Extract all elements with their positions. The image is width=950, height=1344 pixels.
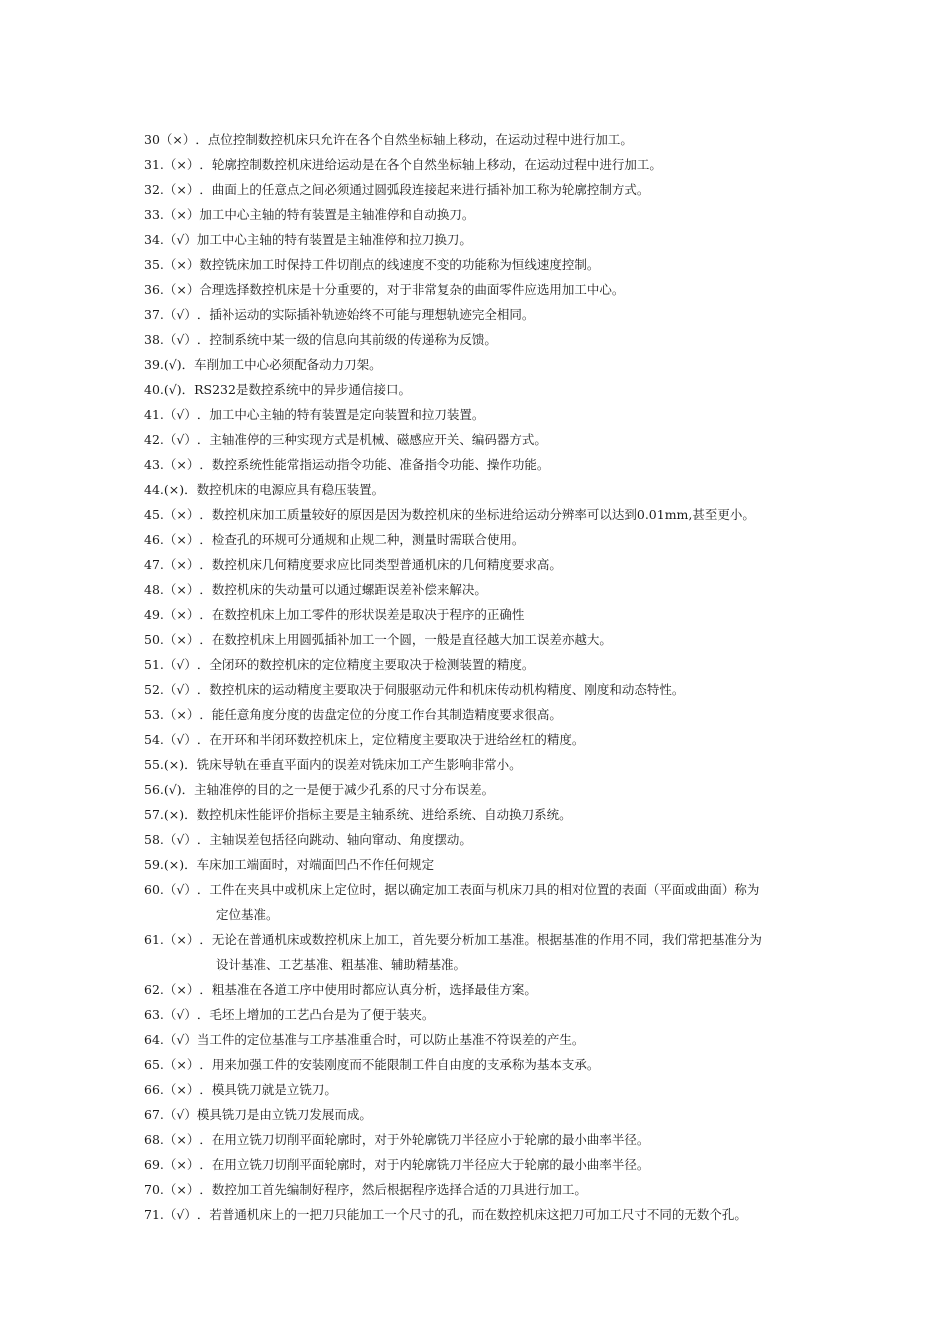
item-text: ．在用立铣刀切削平面轮廓时，对于外轮廓铣刀半径应小于轮廓的最小曲率半径。 — [199, 1132, 650, 1147]
item-text: ．在数控机床上用圆弧插补加工一个圆，一般是直径越大加工误差亦越大。 — [199, 632, 612, 647]
item-number: 66. — [144, 1082, 164, 1097]
item-text: ．铣床导轨在垂直平面内的误差对铣床加工产生影响非常小。 — [184, 757, 522, 772]
item-text: ．粗基准在各道工序中使用时都应认真分析，选择最佳方案。 — [199, 982, 537, 997]
item-text: ．工件在夹具中或机床上定位时，据以确定加工表面与机床刀具的相对位置的表面（平面或曲面）称为 — [196, 882, 760, 897]
item-number: 31. — [144, 157, 164, 172]
item-text-continued: 定位基准。 — [216, 907, 279, 922]
item-text: ．控制系统中某一级的信息向其前级的传递称为反馈。 — [196, 332, 497, 347]
answer-mark: （√） — [163, 1207, 197, 1222]
item-text: ．曲面上的任意点之间必须通过圆弧段连接起来进行插补加工称为轮廓控制方式。 — [199, 182, 650, 197]
list-item — [144, 852, 864, 877]
item-number: 40. — [144, 382, 164, 397]
list-item — [144, 252, 864, 277]
answer-mark: (×) — [163, 482, 185, 497]
item-text: ．数控系统性能常指运动指令功能、准备指令功能、操作功能。 — [199, 457, 550, 472]
answer-mark: （√） — [163, 832, 197, 847]
item-text: 当工件的定位基准与工序基准重合时，可以防止基准不符误差的产生。 — [196, 1032, 585, 1047]
answer-mark: （×） — [163, 507, 200, 522]
list-item — [144, 827, 864, 852]
list-item — [144, 1002, 864, 1027]
item-text: 模具铣刀是由立铣刀发展而成。 — [196, 1107, 372, 1122]
item-number: 35. — [144, 257, 164, 272]
list-item — [144, 1102, 864, 1127]
question-list — [144, 127, 864, 1227]
answer-mark: （√） — [163, 432, 197, 447]
item-number: 70. — [144, 1182, 164, 1197]
list-item — [144, 1127, 864, 1152]
list-item-continuation — [144, 902, 864, 927]
list-item — [144, 152, 864, 177]
answer-mark: (×) — [163, 857, 185, 872]
item-text: ．在数控机床上加工零件的形状误差是取决于程序的正确性 — [199, 607, 525, 622]
answer-mark: （×） — [163, 1182, 200, 1197]
list-item — [144, 927, 864, 952]
item-number: 37. — [144, 307, 164, 322]
answer-mark: （√） — [163, 657, 197, 672]
item-text: 加工中心主轴的特有装置是主轴准停和自动换刀。 — [199, 207, 475, 222]
answer-mark: （×） — [163, 932, 200, 947]
list-item — [144, 552, 864, 577]
answer-mark: （√） — [163, 1007, 197, 1022]
answer-mark: （√） — [163, 732, 197, 747]
item-number: 49. — [144, 607, 164, 622]
item-number: 58. — [144, 832, 164, 847]
item-number: 67. — [144, 1107, 164, 1122]
answer-mark: (×) — [163, 757, 185, 772]
item-text: ．无论在普通机床或数控机床上加工，首先要分析加工基准。根据基准的作用不同，我们常把基准分为 — [199, 932, 762, 947]
answer-mark: （√） — [163, 232, 197, 247]
answer-mark: （√） — [163, 1032, 197, 1047]
list-item — [144, 177, 864, 202]
item-number: 59. — [144, 857, 164, 872]
answer-mark: （√） — [163, 307, 197, 322]
item-number: 64. — [144, 1032, 164, 1047]
item-number: 32. — [144, 182, 164, 197]
item-number: 30 — [144, 132, 160, 147]
answer-mark: （×） — [159, 132, 196, 147]
list-item — [144, 802, 864, 827]
item-number: 52. — [144, 682, 164, 697]
item-number: 54. — [144, 732, 164, 747]
list-item — [144, 127, 864, 152]
answer-mark: （×） — [163, 557, 200, 572]
list-item — [144, 727, 864, 752]
item-text: ．车削加工中心必须配备动力刀架。 — [181, 357, 382, 372]
answer-mark: （×） — [163, 457, 200, 472]
answer-mark: (×) — [163, 807, 185, 822]
list-item — [144, 327, 864, 352]
item-text: ．用来加强工件的安装刚度而不能限制工件自由度的支承称为基本支承。 — [199, 1057, 600, 1072]
list-item — [144, 752, 864, 777]
answer-mark: （√） — [163, 682, 197, 697]
item-number: 42. — [144, 432, 164, 447]
answer-mark: （×） — [163, 632, 200, 647]
item-number: 51. — [144, 657, 164, 672]
list-item — [144, 977, 864, 1002]
item-number: 33. — [144, 207, 164, 222]
item-text: 加工中心主轴的特有装置是主轴准停和拉刀换刀。 — [196, 232, 472, 247]
item-text: ．若普通机床上的一把刀只能加工一个尺寸的孔，而在数控机床这把刀可加工尺寸不同的无数个孔。 — [196, 1207, 747, 1222]
list-item — [144, 577, 864, 602]
item-text: ．数控机床的电源应具有稳压装置。 — [184, 482, 385, 497]
list-item — [144, 1202, 864, 1227]
item-text: ．模具铣刀就是立铣刀。 — [199, 1082, 337, 1097]
answer-mark: （×） — [163, 282, 200, 297]
answer-mark: (√) — [163, 382, 182, 397]
list-item — [144, 202, 864, 227]
item-number: 56. — [144, 782, 164, 797]
item-text: ．在用立铣刀切削平面轮廓时，对于内轮廓铣刀半径应大于轮廓的最小曲率半径。 — [199, 1157, 650, 1172]
item-text: ．毛坯上增加的工艺凸台是为了便于装夹。 — [196, 1007, 435, 1022]
answer-mark: （×） — [163, 257, 200, 272]
list-item — [144, 627, 864, 652]
answer-mark: (√) — [163, 357, 182, 372]
answer-mark: （×） — [163, 707, 200, 722]
item-number: 69. — [144, 1157, 164, 1172]
list-item — [144, 402, 864, 427]
item-number: 47. — [144, 557, 164, 572]
item-text: ．RS232是数控系统中的异步通信接口。 — [181, 382, 411, 397]
list-item — [144, 352, 864, 377]
list-item — [144, 427, 864, 452]
list-item — [144, 277, 864, 302]
list-item — [144, 1027, 864, 1052]
list-item — [144, 652, 864, 677]
answer-mark: （×） — [163, 1132, 200, 1147]
item-text: ．点位控制数控机床只允许在各个自然坐标轴上移动，在运动过程中进行加工。 — [195, 132, 633, 147]
answer-mark: （×） — [163, 157, 200, 172]
answer-mark: （√） — [163, 407, 197, 422]
item-text: 合理选择数控机床是十分重要的，对于非常复杂的曲面零件应选用加工中心。 — [199, 282, 625, 297]
item-text: ．轮廓控制数控机床进给运动是在各个自然坐标轴上移动，在运动过程中进行加工。 — [199, 157, 662, 172]
item-text: ．数控机床加工质量较好的原因是因为数控机床的坐标进给运动分辨率可以达到0.01mm,甚至更小。 — [199, 507, 755, 522]
item-number: 53. — [144, 707, 164, 722]
answer-mark: （×） — [163, 207, 200, 222]
answer-mark: （×） — [163, 532, 200, 547]
list-item — [144, 1177, 864, 1202]
list-item — [144, 677, 864, 702]
item-number: 63. — [144, 1007, 164, 1022]
answer-mark: （√） — [163, 332, 197, 347]
list-item — [144, 527, 864, 552]
answer-mark: （×） — [163, 982, 200, 997]
list-item — [144, 702, 864, 727]
item-text: 数控铣床加工时保持工件切削点的线速度不变的功能称为恒线速度控制。 — [199, 257, 600, 272]
item-text: ．数控机床性能评价指标主要是主轴系统、进给系统、自动换刀系统。 — [184, 807, 572, 822]
item-text: ．能任意角度分度的齿盘定位的分度工作台其制造精度要求很高。 — [199, 707, 562, 722]
item-text: ．主轴误差包括径向跳动、轴向窜动、角度摆动。 — [196, 832, 472, 847]
item-text: ．数控机床几何精度要求应比同类型普通机床的几何精度要求高。 — [199, 557, 562, 572]
list-item — [144, 227, 864, 252]
answer-mark: （×） — [163, 1157, 200, 1172]
item-text: ．加工中心主轴的特有装置是定向装置和拉刀装置。 — [196, 407, 485, 422]
list-item — [144, 452, 864, 477]
answer-mark: （×） — [163, 1057, 200, 1072]
item-text: ．主轴准停的三种实现方式是机械、磁感应开关、编码器方式。 — [196, 432, 547, 447]
item-text: ．数控机床的失动量可以通过螺距误差补偿来解决。 — [199, 582, 487, 597]
item-text: ．检查孔的环规可分通规和止规二种，测量时需联合使用。 — [199, 532, 525, 547]
answer-mark: （√） — [163, 1107, 197, 1122]
answer-mark: （×） — [163, 182, 200, 197]
item-number: 50. — [144, 632, 164, 647]
item-number: 71. — [144, 1207, 164, 1222]
item-number: 68. — [144, 1132, 164, 1147]
item-number: 57. — [144, 807, 164, 822]
item-number: 65. — [144, 1057, 164, 1072]
item-number: 46. — [144, 532, 164, 547]
item-number: 39. — [144, 357, 164, 372]
item-number: 34. — [144, 232, 164, 247]
list-item — [144, 302, 864, 327]
list-item — [144, 377, 864, 402]
item-number: 41. — [144, 407, 164, 422]
list-item — [144, 1152, 864, 1177]
list-item — [144, 502, 864, 527]
list-item — [144, 877, 864, 902]
item-text: ．全闭环的数控机床的定位精度主要取决于检测装置的精度。 — [196, 657, 535, 672]
list-item — [144, 1077, 864, 1102]
item-number: 43. — [144, 457, 164, 472]
answer-mark: （×） — [163, 582, 200, 597]
item-text: ．车床加工端面时，对端面凹凸不作任何规定 — [184, 857, 435, 872]
answer-mark: (√) — [163, 782, 182, 797]
item-text: ．数控加工首先编制好程序，然后根据程序选择合适的刀具进行加工。 — [199, 1182, 587, 1197]
item-number: 62. — [144, 982, 164, 997]
item-text: ．数控机床的运动精度主要取决于伺服驱动元件和机床传动机构精度、刚度和动态特性。 — [196, 682, 685, 697]
item-number: 48. — [144, 582, 164, 597]
item-text: ．在开环和半闭环数控机床上，定位精度主要取决于进给丝杠的精度。 — [196, 732, 585, 747]
item-text: ．插补运动的实际插补轨迹始终不可能与理想轨迹完全相同。 — [196, 307, 535, 322]
answer-mark: （×） — [163, 607, 200, 622]
item-number: 36. — [144, 282, 164, 297]
list-item — [144, 777, 864, 802]
item-text: ．主轴准停的目的之一是便于减少孔系的尺寸分布误差。 — [181, 782, 495, 797]
list-item-continuation — [144, 952, 864, 977]
item-number: 55. — [144, 757, 164, 772]
list-item — [144, 477, 864, 502]
item-number: 60. — [144, 882, 164, 897]
answer-mark: （√） — [163, 882, 197, 897]
item-text-continued: 设计基准、工艺基准、粗基准、辅助精基准。 — [216, 957, 467, 972]
list-item — [144, 1052, 864, 1077]
item-number: 38. — [144, 332, 164, 347]
item-number: 44. — [144, 482, 164, 497]
item-number: 45. — [144, 507, 164, 522]
answer-mark: （×） — [163, 1082, 200, 1097]
item-number: 61. — [144, 932, 164, 947]
list-item — [144, 602, 864, 627]
